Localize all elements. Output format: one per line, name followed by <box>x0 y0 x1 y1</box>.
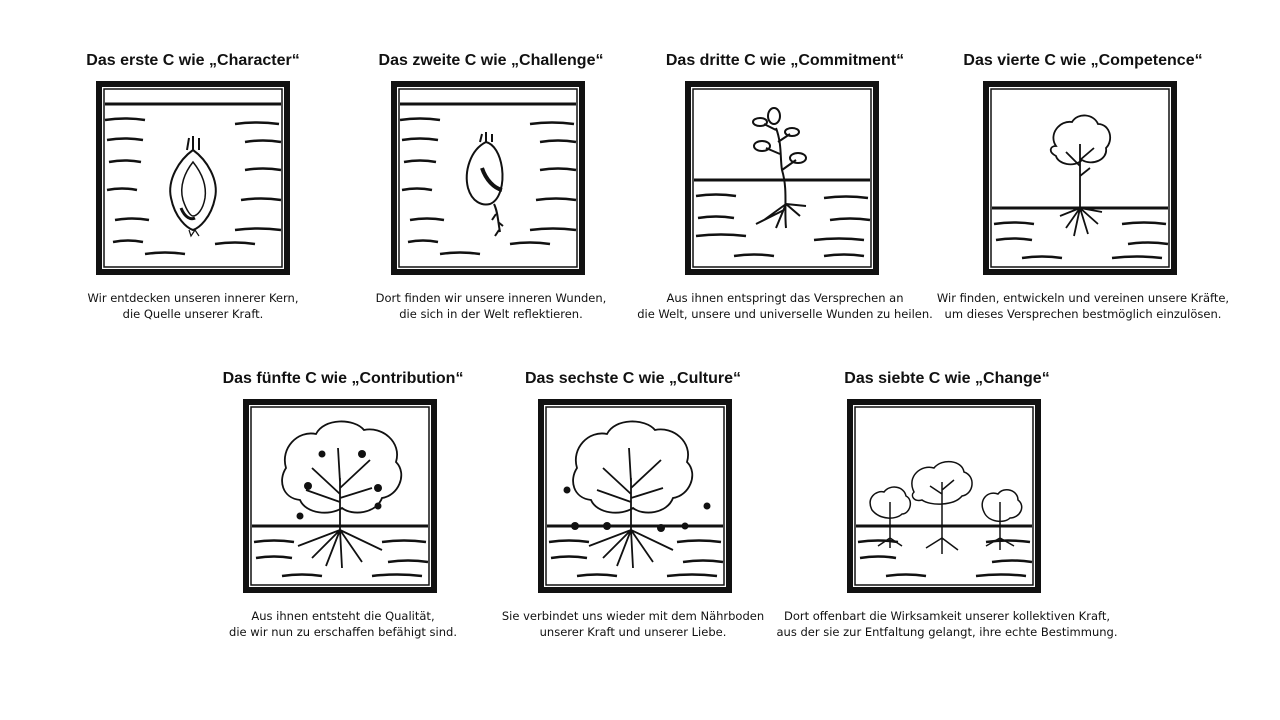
fruit-tree-icon <box>242 398 438 594</box>
earth-strokes <box>856 526 1032 576</box>
panel-title: Das dritte C wie „Commitment“ <box>665 52 905 69</box>
illustration-frame <box>390 80 586 276</box>
panel-caption: Wir finden, entwickeln und vereinen unsere Kräfte, um dieses Versprechen bestmöglich einzulösen. <box>936 291 1230 321</box>
three-trees-icon <box>846 398 1042 594</box>
panel-caption: Wir entdecken unseren innerer Kern, die Quelle unserer Kraft. <box>87 291 299 321</box>
illustration-frame <box>982 80 1178 276</box>
illustration-frame <box>95 80 291 276</box>
panel-title: Das sechste C wie „Culture“ <box>524 370 742 387</box>
panel-caption: Dort finden wir unsere inneren Wunden, die sich in der Welt reflektieren. <box>375 291 607 321</box>
illustration-frame <box>846 398 1042 594</box>
earth-strokes <box>992 208 1168 258</box>
seed-icon <box>95 80 291 276</box>
frame-border <box>850 402 1038 590</box>
frame-border <box>99 84 287 272</box>
sprouting-seed-icon <box>390 80 586 276</box>
panel-caption: Aus ihnen entspringt das Versprechen an die Welt, unsere und universelle Wunden zu heilen. <box>637 291 933 321</box>
tree-with-falling-fruits-icon <box>537 398 733 594</box>
frame-border <box>688 84 876 272</box>
earth-strokes <box>694 180 870 256</box>
panel-title: Das vierte C wie „Competence“ <box>963 52 1203 69</box>
panel-caption: Dort offenbart die Wirksamkeit unserer kollektiven Kraft, aus der sie zur Entfaltung gelangt, ihre echte Bestimmung. <box>776 609 1118 639</box>
panel-title: Das fünfte C wie „Contribution“ <box>222 370 464 387</box>
panel-caption: Aus ihnen entsteht die Qualität, die wir nun zu erschaffen befähigt sind. <box>229 609 457 639</box>
panel-title: Das zweite C wie „Challenge“ <box>378 52 604 69</box>
earth-strokes <box>547 526 723 576</box>
panel-title: Das erste C wie „Character“ <box>86 52 300 69</box>
illustration-frame <box>684 80 880 276</box>
young-tree-icon <box>982 80 1178 276</box>
seedling-icon <box>684 80 880 276</box>
panel-title: Das siebte C wie „Change“ <box>844 370 1050 387</box>
panel-caption: Sie verbindet uns wieder mit dem Nährboden unserer Kraft und unserer Liebe. <box>501 609 765 639</box>
illustration-frame <box>242 398 438 594</box>
illustration-frame <box>537 398 733 594</box>
earth-strokes <box>105 104 281 254</box>
